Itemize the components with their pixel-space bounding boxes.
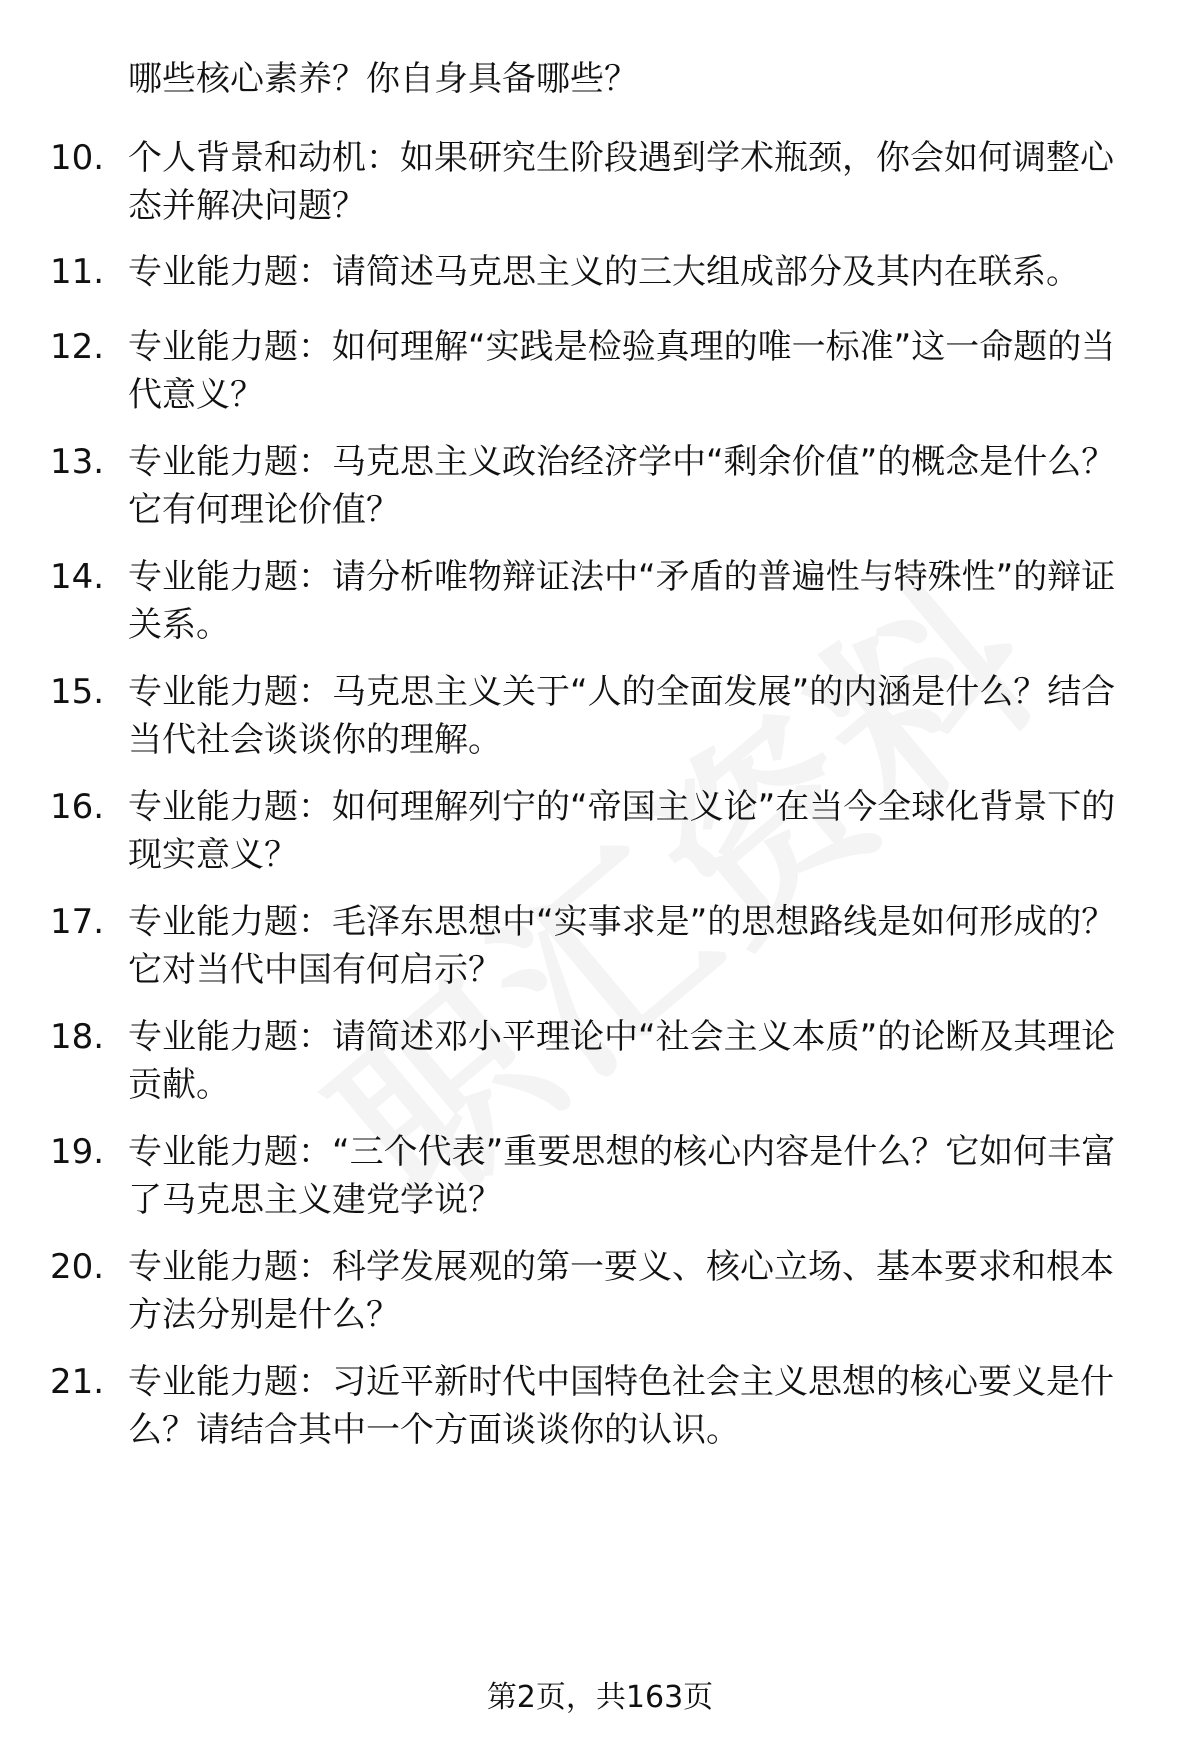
- question-number: 12.: [50, 327, 105, 367]
- question-text: 专业能力题：请简述邓小平理论中“社会主义本质”的论断及其理论贡献。: [128, 1017, 1116, 1105]
- question-text: 专业能力题：马克思主义关于“人的全面发展”的内涵是什么？结合当代社会谈谈你的理解。: [128, 672, 1116, 760]
- question-number: 16.: [50, 787, 105, 827]
- question-number: 10.: [50, 138, 105, 178]
- question-text: 个人背景和动机：如果研究生阶段遇到学术瓶颈，你会如何调整心态并解决问题？: [128, 138, 1114, 226]
- question-text: 专业能力题：请简述马克思主义的三大组成部分及其内在联系。: [128, 252, 1080, 292]
- question-text: 专业能力题：如何理解“实践是检验真理的唯一标准”这一命题的当代意义？: [128, 327, 1116, 415]
- page-footer: 第2页，共163页: [486, 1680, 714, 1715]
- question-number: 13.: [50, 442, 105, 482]
- question-number: 20.: [50, 1247, 105, 1287]
- continuation-text: 哪些核心素养？你自身具备哪些？: [128, 59, 638, 99]
- question-number: 21.: [50, 1362, 105, 1402]
- question-number: 11.: [50, 252, 105, 292]
- question-text: 专业能力题：如何理解列宁的“帝国主义论”在当今全球化背景下的现实意义？: [128, 787, 1116, 875]
- question-number: 19.: [50, 1132, 105, 1172]
- question-number: 15.: [50, 672, 105, 712]
- question-number: 17.: [50, 902, 105, 942]
- question-number: 18.: [50, 1017, 105, 1057]
- question-text: 专业能力题：请分析唯物辩证法中“矛盾的普遍性与特殊性”的辩证关系。: [128, 557, 1116, 645]
- question-text: 专业能力题：科学发展观的第一要义、核心立场、基本要求和根本方法分别是什么？: [128, 1247, 1114, 1335]
- question-text: 专业能力题：马克思主义政治经济学中“剩余价值”的概念是什么？它有何理论价值？: [128, 442, 1116, 530]
- question-text: 专业能力题：毛泽东思想中“实事求是”的思想路线是如何形成的？它对当代中国有何启示？: [128, 902, 1116, 990]
- question-text: 专业能力题：习近平新时代中国特色社会主义思想的核心要义是什么？请结合其中一个方面谈谈你的认识。: [128, 1362, 1114, 1450]
- question-number: 14.: [50, 557, 105, 597]
- question-text: 专业能力题：“三个代表”重要思想的核心内容是什么？它如何丰富了马克思主义建党学说？: [128, 1132, 1116, 1220]
